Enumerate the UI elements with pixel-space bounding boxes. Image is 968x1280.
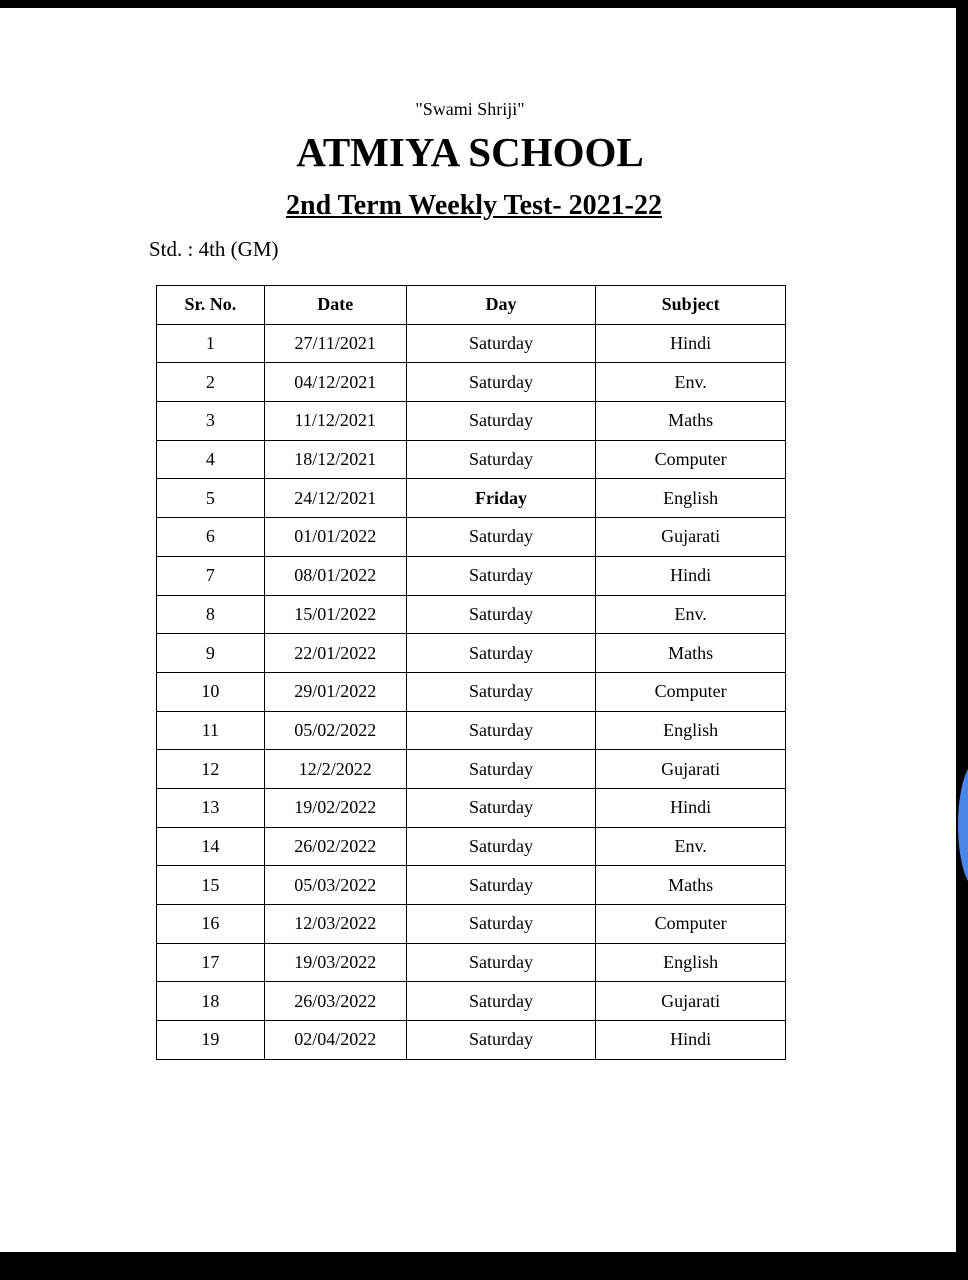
day-cell: Saturday xyxy=(406,518,596,557)
subject-cell: Maths xyxy=(596,402,786,441)
document-page xyxy=(0,8,956,1252)
sr-no-cell: 5 xyxy=(157,479,265,518)
sr-no-cell: 3 xyxy=(157,402,265,441)
term-title-text: 2nd Term Weekly Test- 2021-22 xyxy=(286,190,662,221)
day-cell: Saturday xyxy=(406,866,596,905)
table-row xyxy=(157,479,786,518)
sr-no-cell: 12 xyxy=(157,750,265,789)
sr-no-cell: 14 xyxy=(157,827,265,866)
sr-no-cell: 15 xyxy=(157,866,265,905)
sr-no-cell: 19 xyxy=(157,1021,265,1060)
sr-no-cell: 8 xyxy=(157,595,265,634)
table-row xyxy=(157,595,786,634)
table-row xyxy=(157,556,786,595)
day-cell: Saturday xyxy=(406,634,596,673)
subject-cell: Hindi xyxy=(596,788,786,827)
column-header-sr-no: Sr. No. xyxy=(157,286,265,325)
date-cell: 19/02/2022 xyxy=(264,788,406,827)
column-header-day: Day xyxy=(406,286,596,325)
sr-no-cell: 9 xyxy=(157,634,265,673)
table-row xyxy=(157,363,786,402)
date-cell: 27/11/2021 xyxy=(264,324,406,363)
day-cell: Saturday xyxy=(406,324,596,363)
table-body xyxy=(157,324,786,1059)
subject-cell: English xyxy=(596,711,786,750)
sr-no-cell: 11 xyxy=(157,711,265,750)
table-row xyxy=(157,518,786,557)
day-cell: Saturday xyxy=(406,750,596,789)
sr-no-cell: 13 xyxy=(157,788,265,827)
date-cell: 04/12/2021 xyxy=(264,363,406,402)
subject-cell: Hindi xyxy=(596,324,786,363)
sr-no-cell: 2 xyxy=(157,363,265,402)
table-row xyxy=(157,788,786,827)
subject-cell: Computer xyxy=(596,905,786,944)
table-row xyxy=(157,982,786,1021)
table-row xyxy=(157,672,786,711)
day-cell: Saturday xyxy=(406,943,596,982)
date-cell: 18/12/2021 xyxy=(264,440,406,479)
sr-no-cell: 18 xyxy=(157,982,265,1021)
table-row xyxy=(157,943,786,982)
subject-cell: Env. xyxy=(596,595,786,634)
subject-cell: Maths xyxy=(596,866,786,905)
sr-no-cell: 7 xyxy=(157,556,265,595)
table-row xyxy=(157,866,786,905)
date-cell: 01/01/2022 xyxy=(264,518,406,557)
table-row xyxy=(157,440,786,479)
table-row xyxy=(157,1021,786,1060)
day-cell: Saturday xyxy=(406,905,596,944)
subject-cell: Gujarati xyxy=(596,750,786,789)
date-cell: 05/02/2022 xyxy=(264,711,406,750)
subject-cell: Env. xyxy=(596,363,786,402)
subject-cell: English xyxy=(596,479,786,518)
subject-cell: Computer xyxy=(596,672,786,711)
sr-no-cell: 16 xyxy=(157,905,265,944)
date-cell: 24/12/2021 xyxy=(264,479,406,518)
date-cell: 02/04/2022 xyxy=(264,1021,406,1060)
table-header-row xyxy=(157,286,786,325)
school-name: ATMIYA SCHOOL xyxy=(296,129,644,175)
date-cell: 22/01/2022 xyxy=(264,634,406,673)
subject-cell: Computer xyxy=(596,440,786,479)
day-cell: Friday xyxy=(406,479,596,518)
sr-no-cell: 10 xyxy=(157,672,265,711)
subject-cell: Hindi xyxy=(596,556,786,595)
standard-label: Std. : 4th (GM) xyxy=(149,237,279,261)
date-cell: 26/03/2022 xyxy=(264,982,406,1021)
date-cell: 26/02/2022 xyxy=(264,827,406,866)
date-cell: 12/03/2022 xyxy=(264,905,406,944)
subject-cell: English xyxy=(596,943,786,982)
test-schedule-table xyxy=(156,285,786,1060)
date-cell: 05/03/2022 xyxy=(264,866,406,905)
table-row xyxy=(157,402,786,441)
day-cell: Saturday xyxy=(406,1021,596,1060)
date-cell: 11/12/2021 xyxy=(264,402,406,441)
day-cell: Saturday xyxy=(406,982,596,1021)
subject-cell: Gujarati xyxy=(596,982,786,1021)
column-header-subject: Subject xyxy=(596,286,786,325)
day-cell: Saturday xyxy=(406,788,596,827)
day-cell: Saturday xyxy=(406,363,596,402)
date-cell: 15/01/2022 xyxy=(264,595,406,634)
sr-no-cell: 4 xyxy=(157,440,265,479)
column-header-date: Date xyxy=(264,286,406,325)
date-cell: 08/01/2022 xyxy=(264,556,406,595)
side-accent-shape xyxy=(958,760,968,890)
table-row xyxy=(157,905,786,944)
date-cell: 29/01/2022 xyxy=(264,672,406,711)
day-cell: Saturday xyxy=(406,711,596,750)
day-cell: Saturday xyxy=(406,595,596,634)
subject-cell: Gujarati xyxy=(596,518,786,557)
table-row xyxy=(157,750,786,789)
sr-no-cell: 6 xyxy=(157,518,265,557)
day-cell: Saturday xyxy=(406,827,596,866)
subject-cell: Hindi xyxy=(596,1021,786,1060)
date-cell: 12/2/2022 xyxy=(264,750,406,789)
table-row xyxy=(157,634,786,673)
sr-no-cell: 1 xyxy=(157,324,265,363)
day-cell: Saturday xyxy=(406,440,596,479)
sr-no-cell: 17 xyxy=(157,943,265,982)
term-title xyxy=(0,190,948,222)
tagline: "Swami Shriji" xyxy=(415,99,525,119)
date-cell: 19/03/2022 xyxy=(264,943,406,982)
day-cell: Saturday xyxy=(406,672,596,711)
day-cell: Saturday xyxy=(406,556,596,595)
subject-cell: Env. xyxy=(596,827,786,866)
subject-cell: Maths xyxy=(596,634,786,673)
table-row xyxy=(157,324,786,363)
day-cell: Saturday xyxy=(406,402,596,441)
table-row xyxy=(157,827,786,866)
table-row xyxy=(157,711,786,750)
